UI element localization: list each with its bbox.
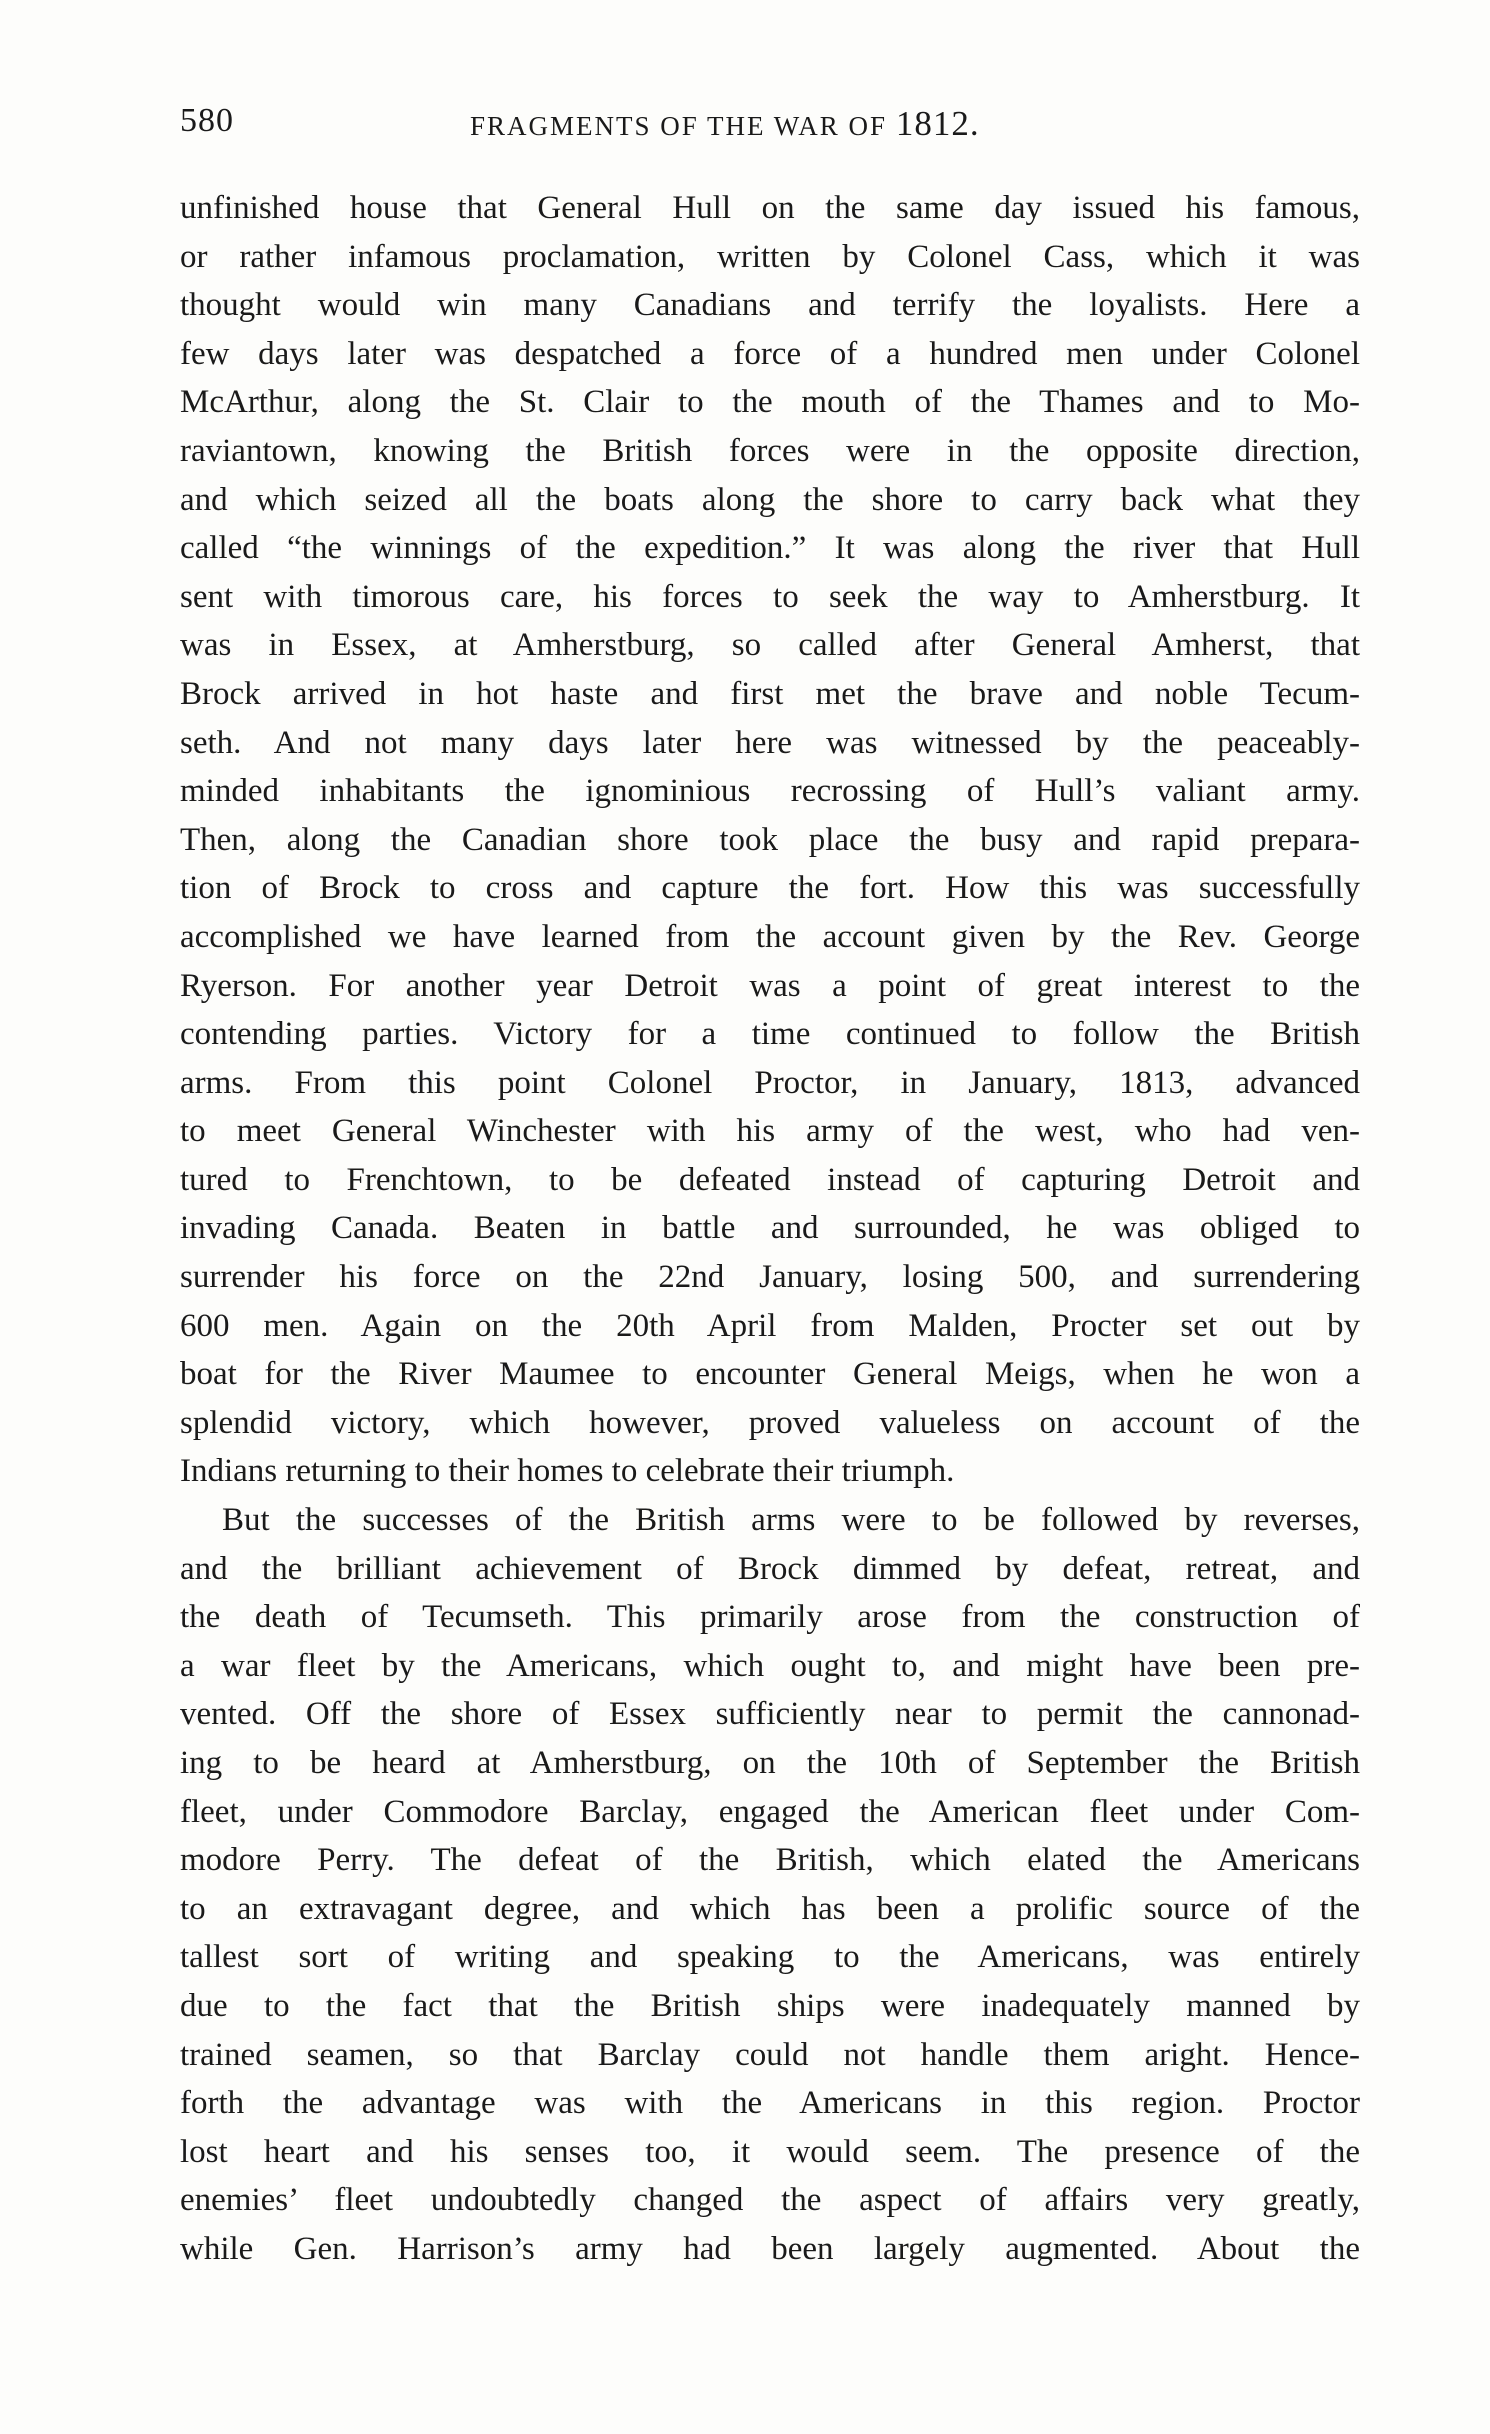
- text-line: But the successes of the British arms were to be followed by reverses,: [222, 1502, 1360, 1539]
- text-line: minded inhabitants the ignominious recrossing of Hull’s valiant army.: [180, 773, 1360, 810]
- text-line: called “the winnings of the expedition.” It was along the river that Hull: [180, 530, 1360, 567]
- text-line: trained seamen, so that Barclay could not handle them aright. Hence-: [180, 2036, 1360, 2073]
- text-line: fleet, under Commodore Barclay, engaged the American fleet under Com-: [180, 1793, 1360, 1830]
- text-line: to an extravagant degree, and which has been a prolific source of the: [180, 1890, 1360, 1927]
- text-line: vented. Off the shore of Essex sufficiently near to permit the cannonad-: [180, 1696, 1360, 1733]
- running-head-year: 1812.: [895, 104, 980, 143]
- text-line: a war fleet by the Americans, which ought to, and might have been pre-: [180, 1647, 1360, 1684]
- text-line: Indians returning to their homes to celebrate their triumph.: [180, 1453, 955, 1490]
- paragraph: [180, 1496, 1360, 2274]
- text-line: splendid victory, which however, proved valueless on account of the: [180, 1404, 1360, 1441]
- text-line: and the brilliant achievement of Brock dimmed by defeat, retreat, and: [180, 1550, 1360, 1587]
- text-line: unfinished house that General Hull on the same day issued his famous,: [180, 190, 1360, 226]
- text-line: Brock arrived in hot haste and first met the brave and noble Tecum-: [180, 675, 1360, 712]
- text-line: McArthur, along the St. Clair to the mouth of the Thames and to Mo-: [180, 384, 1360, 421]
- text-line: raviantown, knowing the British forces were in the opposite direction,: [180, 432, 1360, 469]
- body-text: [180, 184, 1360, 2274]
- text-line: and which seized all the boats along the shore to carry back what they: [180, 481, 1360, 518]
- text-line: accomplished we have learned from the account given by the Rev. George: [180, 918, 1360, 955]
- text-line: invading Canada. Beaten in battle and surrounded, he was obliged to: [180, 1210, 1360, 1247]
- running-head: [470, 104, 980, 144]
- text-line: few days later was despatched a force of a hundred men under Colonel: [180, 335, 1360, 372]
- text-line: contending parties. Victory for a time continued to follow the British: [180, 1016, 1360, 1053]
- running-head-title: FRAGMENTS OF THE WAR OF: [470, 111, 888, 141]
- text-line: was in Essex, at Amherstburg, so called after General Amherst, that: [180, 627, 1360, 664]
- text-line: tured to Frenchtown, to be defeated instead of capturing Detroit and: [180, 1161, 1360, 1198]
- paragraph: [180, 184, 1360, 1496]
- text-line: due to the fact that the British ships were inadequately manned by: [180, 1987, 1360, 2024]
- text-line: tion of Brock to cross and capture the fort. How this was successfully: [180, 870, 1360, 907]
- text-line: Then, along the Canadian shore took place the busy and rapid prepara-: [180, 821, 1360, 858]
- page-number: 580: [180, 102, 234, 139]
- text-line: 600 men. Again on the 20th April from Malden, Procter set out by: [180, 1307, 1360, 1344]
- text-line: while Gen. Harrison’s army had been largely augmented. About the: [180, 2230, 1360, 2267]
- text-line: the death of Tecumseth. This primarily arose from the construction of: [180, 1599, 1360, 1636]
- text-line: lost heart and his senses too, it would seem. The presence of the: [180, 2133, 1360, 2170]
- text-line: or rather infamous proclamation, written by Colonel Cass, which it was: [180, 238, 1360, 275]
- text-line: ing to be heard at Amherstburg, on the 10th of September the British: [180, 1745, 1360, 1781]
- text-line: sent with timorous care, his forces to seek the way to Amherstburg. It: [180, 578, 1360, 615]
- text-line: seth. And not many days later here was witnessed by the peaceably-: [180, 724, 1360, 761]
- text-line: forth the advantage was with the Americans in this region. Proctor: [180, 2085, 1360, 2122]
- text-line: thought would win many Canadians and terrify the loyalists. Here a: [180, 287, 1360, 324]
- text-line: Ryerson. For another year Detroit was a point of great interest to the: [180, 967, 1360, 1004]
- text-line: surrender his force on the 22nd January, losing 500, and surrendering: [180, 1259, 1360, 1296]
- text-line: modore Perry. The defeat of the British, which elated the Americans: [180, 1842, 1360, 1879]
- page-header: [180, 102, 1360, 142]
- text-line: enemies’ fleet undoubtedly changed the aspect of affairs very greatly,: [180, 2182, 1360, 2219]
- text-line: boat for the River Maumee to encounter General Meigs, when he won a: [180, 1356, 1360, 1393]
- text-line: to meet General Winchester with his army of the west, who had ven-: [180, 1113, 1360, 1150]
- text-line: tallest sort of writing and speaking to the Americans, was entirely: [180, 1939, 1360, 1976]
- text-line: arms. From this point Colonel Proctor, in January, 1813, advanced: [180, 1064, 1360, 1101]
